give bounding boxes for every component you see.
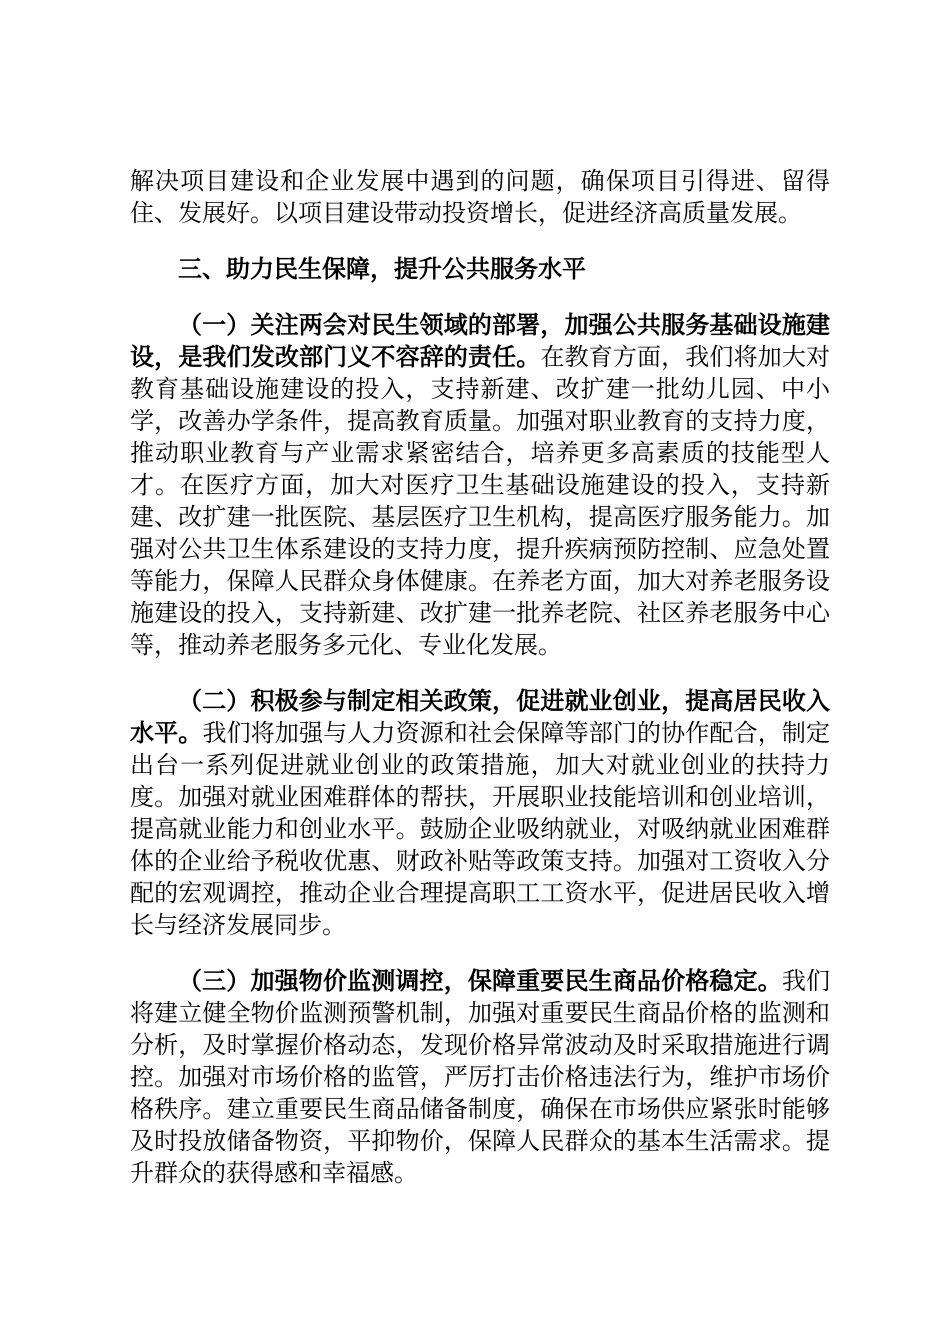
paragraph-2-body: 我们将加强与人力资源和社会保障等部门的协作配合，制定出台一系列促进就业创业的政策措施，加大对就业创业的扶持力度。加强对就业困难群体的帮扶，开展职业技能培训和创业培训，提高就业能力和创业水平。鼓励企业吸纳就业，对吸纳就业困难群体的企业给予税收优惠、财政补贴等政策支持。加强对工资收入分配的宏观调控，推动企业合理提高职工工资水平，促进居民收入增长与经济发展同步。 [130,719,831,939]
section-heading: 三、助力民生保障，提升公共服务水平 [178,255,586,283]
paragraph-1-lead: （一）关注两会对民生领域的部署，加强公共服务基础设施建设，是我们发改部门义不容辞的责任。 [130,311,830,371]
intro-paragraph: 解决项目建设和企业发展中遇到的问题，确保项目引得进、留得住、发展好。以项目建设带动投资增长，促进经济高质量发展。 [130,167,830,227]
paragraph-3-lead: （三）加强物价监测调控，保障重要民生商品价格稳定。 [178,967,782,995]
paragraph-2 [130,685,830,941]
document-page [130,165,830,1213]
paragraph-2-lead: （二）积极参与制定相关政策，促进就业创业，提高居民收入水平。 [130,687,830,747]
paragraph-3 [130,965,830,1189]
paragraph-1 [130,309,830,661]
paragraph-1-body: 在教育方面，我们将加大对教育基础设施建设的投入，支持新建、改扩建一批幼儿园、中小学，改善办学条件，提高教育质量。加强对职业教育的支持力度，推动职业教育与产业需求紧密结合，培养更多高素质的技能型人才。在医疗方面，加大对医疗卫生基础设施建设的投入，支持新建、改扩建一批医院、基层医疗卫生机构，提高医疗服务能力。加强对公共卫生体系建设的支持力度，提升疾病预防控制、应急处置等能力，保障人民群众身体健康。在养老方面，加大对养老服务设施建设的投入，支持新建、改扩建一批养老院、社区养老服务中心等，推动养老服务多元化、专业化发展。 [130,343,831,659]
paragraph-3-body: 我们将建立健全物价监测预警机制，加强对重要民生商品价格的监测和分析，及时掌握价格动态，发现价格异常波动及时采取措施进行调控。加强对市场价格的监管，严厉打击价格违法行为，维护市场价格秩序。建立重要民生商品储备制度，确保在市场供应紧张时能够及时投放储备物资，平抑物价，保障人民群众的基本生活需求。提升群众的获得感和幸福感。 [130,967,831,1187]
